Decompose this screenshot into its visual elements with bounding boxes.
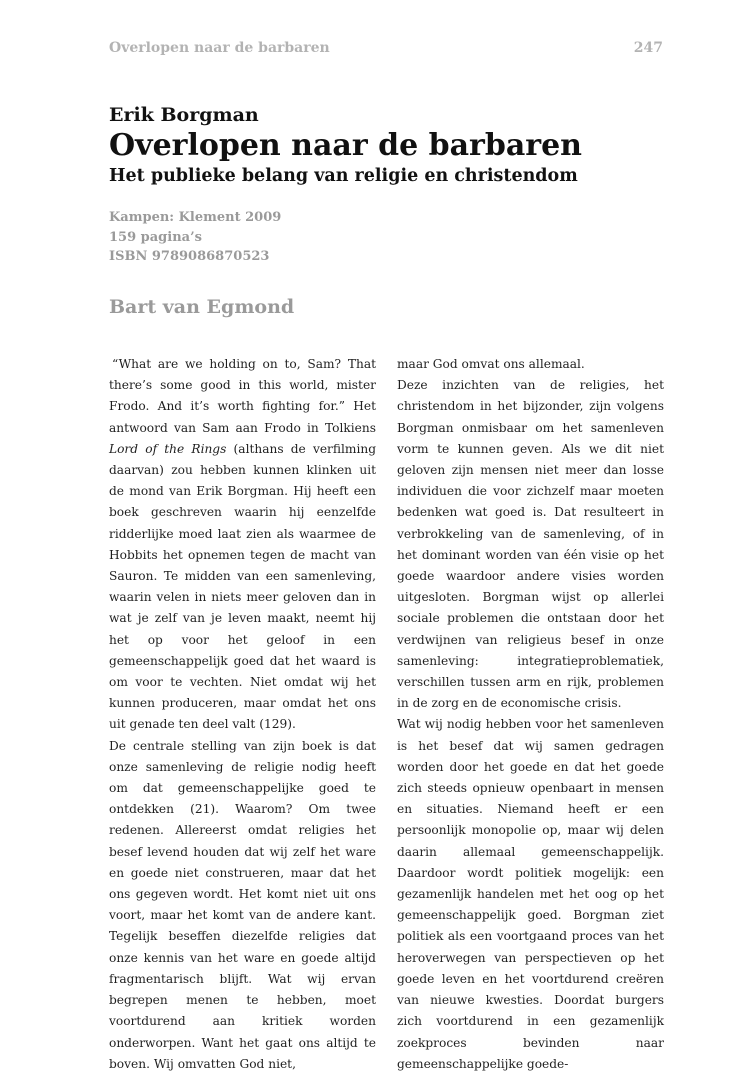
running-title: Overlopen naar de barbaren [109,40,330,56]
text-column-right [397,354,664,1075]
paragraph-4: Wat wij nodig hebben voor het samenleven is het besef dat wij samen gedragen worden door het goede en dat het goede zich steeds opnieuw openbaart in mensen en situaties. Niemand heeft er een persoonlijk monopolie op, maar wij delen daarin allemaal gemeenschappelijk. Daardoor wordt politiek mogelijk: een gezamenlijk handelen met het oog op het gemeenschappelijk goed. Borgman ziet politiek als een voortgaand proces van het heroverwegen van perspectieven op het goede leven en het voortdurend creëren van nieuwe kwesties. Doordat burgers zich voortdurend in een gezamenlijk zoekproces bevinden naar gemeenschappelijke goede- [397,717,664,1071]
reviewer-name: Bart van Egmond [109,296,295,318]
paragraph-3: Deze inzichten van de religies, het christendom in het bijzonder, zijn volgens Borgman onmisbaar om het samenleven vorm te kunnen geven. Als we dit niet geloven zijn mensen niet meer dan losse individuen die voor zichzelf maar moeten bedenken wat goed is. Dat resulteert in verbrokkeling van de samenleving, of in het dominant worden van één visie op het goede waardoor andere visies worden uitgesloten. Borgman wijst op allerlei sociale problemen die ontstaan door het verdwijnen van religieus besef in onze samenleving: integratieproblematiek, verschillen tussen arm en rijk, problemen in de zorg en de economische crisis. [397,378,664,711]
book-pages: 159 pagina’s [109,229,202,245]
paragraph-2-continued: maar God omvat ons allemaal. [397,357,585,371]
paragraph-1-text-b: (althans de verfilming daarvan) zou hebben kunnen klinken uit de mond van Erik Borgman. Hij heeft een boek geschreven waarin hij eenzelfde ridderlijke moed laat zien als waarmee de Hobbits het opnemen tegen de macht van Sauron. Te midden van een samenleving, waarin velen in niets meer geloven dan in wat je zelf van je leven maakt, neemt hij het op voor het geloof in een gemeenschappelijk goed dat het waard is om voor te vechten. Niet omdat wij het kunnen produceren, maar omdat het ons uit genade ten deel valt (129). [109,441,377,732]
running-head [109,40,663,62]
book-header [109,103,669,188]
book-publisher: Kampen: Klement 2009 [109,210,282,225]
book-reference: Lord of the Rings [109,441,227,456]
book-author: Erik Borgman [109,104,259,126]
paragraph-2: De centrale stelling van zijn boek is dat onze samenleving de religie nodig heeft om dat gemeenschappelijke goed te ontdekken (21). Waarom? Om twee redenen. Allereerst omdat religies het besef levend houden dat wij zelf het ware en goede niet construeren, maar dat het ons gegeven wordt. Het komt niet uit ons voort, maar het komt van de andere kant. Tegelijk beseffen diezelfde religies dat onze kennis van het ware en goede altijd fragmentarisch blijft. Wat wij ervan begrepen menen te hebben, moet voortdurend aan kritiek worden onderworpen. Want het gaat ons altijd te boven. Wij omvatten God niet, [109,738,376,1071]
paragraph-1 [109,354,376,736]
page-number: 247 [633,40,663,56]
book-isbn: ISBN 9789086870523 [109,249,270,264]
book-subtitle: Het publieke belang van religie en christendom [109,166,578,186]
book-title: Overlopen naar de barbaren [109,128,582,163]
paragraph-1-text-a: “What are we holding on to, Sam? That there’s some good in this world, mister Frodo. And it’s worth fighting for.” Het antwoord van Sam aan Frodo in Tolkiens [109,357,376,435]
text-column-left [109,354,376,1075]
book-metadata [109,208,281,267]
